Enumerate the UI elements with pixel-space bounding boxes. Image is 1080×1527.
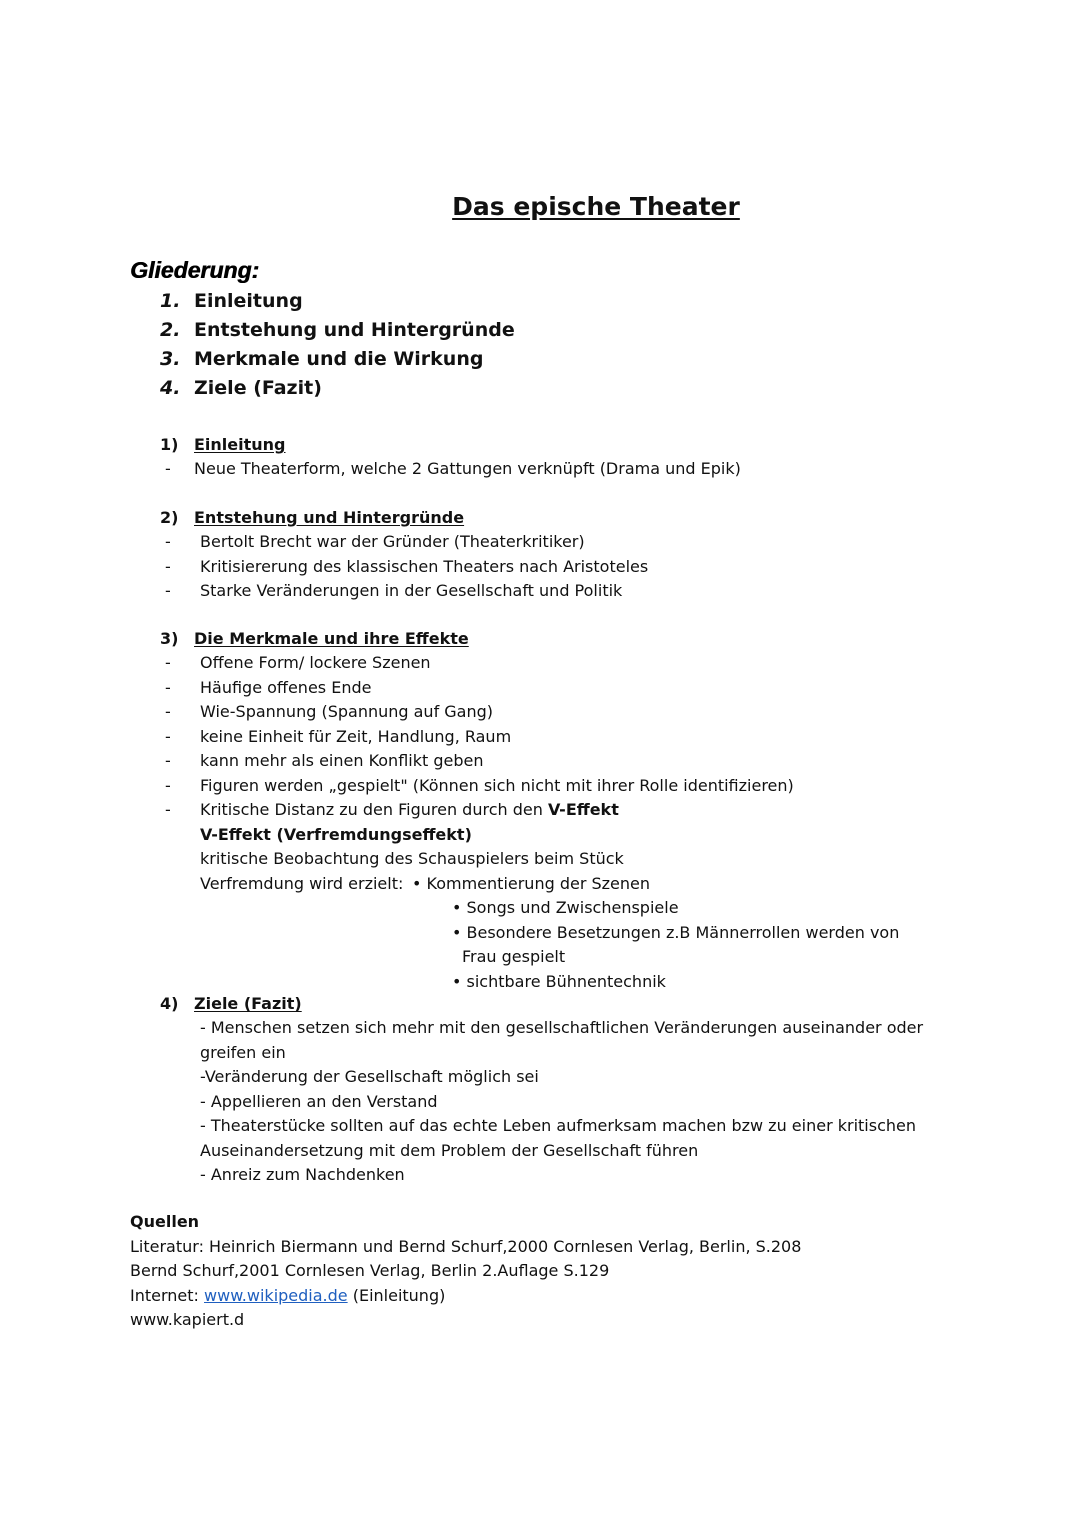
list-item: - Wie-Spannung (Spannung auf Gang) <box>165 702 494 721</box>
paragraph-line: - Anreiz zum Nachdenken <box>200 1165 405 1184</box>
source-line: Internet: www.wikipedia.de (Einleitung) <box>130 1285 446 1305</box>
list-item: - kann mehr als einen Konflikt geben <box>165 751 484 770</box>
veffekt-heading: V-Effekt (Verfremdungseffekt) <box>200 824 472 844</box>
section-entstehung <box>160 505 649 604</box>
section-ziele <box>160 991 924 1188</box>
sources-block <box>130 1210 801 1333</box>
list-item: - Starke Veränderungen in der Gesellschaft und Politik <box>165 581 623 600</box>
list-item: - keine Einheit für Zeit, Handlung, Raum <box>165 726 512 746</box>
list-item: - Kritische Distanz zu den Figuren durch den V-Effekt <box>165 800 619 819</box>
outline-item: 4. Ziele (Fazit) <box>160 377 322 399</box>
paragraph-line: - Menschen setzen sich mehr mit den gesellschaftlichen Veränderungen auseinander oder <box>200 1018 924 1037</box>
outline-item: 2. Entstehung und Hintergründe <box>160 319 515 341</box>
paragraph-line: Auseinandersetzung mit dem Problem der Gesellschaft führen <box>200 1140 699 1160</box>
outline-item: 1. Einleitung <box>160 290 303 312</box>
source-line: www.kapiert.d <box>130 1310 245 1329</box>
section-heading: 2) Entstehung und Hintergründe <box>160 508 465 527</box>
bullet-item: • Besondere Besetzungen z.B Männerrollen werden von <box>452 922 900 942</box>
paragraph-line: -Veränderung der Gesellschaft möglich sei <box>200 1067 539 1086</box>
outline-list <box>160 287 515 403</box>
verfremdung-row: Verfremdung wird erzielt: • Kommentierung der Szenen <box>200 873 651 893</box>
outline-heading: Gliederung: <box>130 257 260 283</box>
sources-heading: Quellen <box>130 1212 200 1231</box>
outline-item: 3. Merkmale und die Wirkung <box>160 348 484 370</box>
veffekt-description: kritische Beobachtung des Schauspielers beim Stück <box>200 849 624 868</box>
section-heading: 1) Einleitung <box>160 435 286 454</box>
paragraph-line: greifen ein <box>200 1042 286 1062</box>
list-item: - Neue Theaterform, welche 2 Gattungen verknüpft (Drama und Epik) <box>165 459 741 478</box>
list-item: - Figuren werden „gespielt" (Können sich nicht mit ihrer Rolle identifizieren) <box>165 775 794 795</box>
section-heading: 3) Die Merkmale und ihre Effekte <box>160 629 469 648</box>
paragraph-line: - Appellieren an den Verstand <box>200 1091 438 1111</box>
section-einleitung <box>160 432 741 482</box>
source-line: Literatur: Heinrich Biermann und Bernd Schurf,2000 Cornlesen Verlag, Berlin, S.208 <box>130 1236 802 1256</box>
source-line: Bernd Schurf,2001 Cornlesen Verlag, Berlin 2.Auflage S.129 <box>130 1261 610 1280</box>
section-merkmale <box>160 626 900 994</box>
bullet-continuation: Frau gespielt <box>462 947 566 966</box>
wikipedia-link[interactable]: www.wikipedia.de <box>204 1285 348 1305</box>
list-item: - Offene Form/ lockere Szenen <box>165 653 431 672</box>
section-heading: 4) Ziele (Fazit) <box>160 994 302 1013</box>
list-item: - Bertolt Brecht war der Gründer (Theaterkritiker) <box>165 532 585 551</box>
list-item: - Kritisiererung des klassischen Theaters nach Aristoteles <box>165 556 649 576</box>
paragraph-line: - Theaterstücke sollten auf das echte Leben aufmerksam machen bzw zu einer kritischen <box>200 1116 916 1135</box>
document-title: Das epische Theater <box>452 192 740 221</box>
bullet-item: • sichtbare Bühnentechnik <box>452 971 666 991</box>
bullet-item: • Songs und Zwischenspiele <box>452 898 679 917</box>
list-item: - Häufige offenes Ende <box>165 677 372 697</box>
